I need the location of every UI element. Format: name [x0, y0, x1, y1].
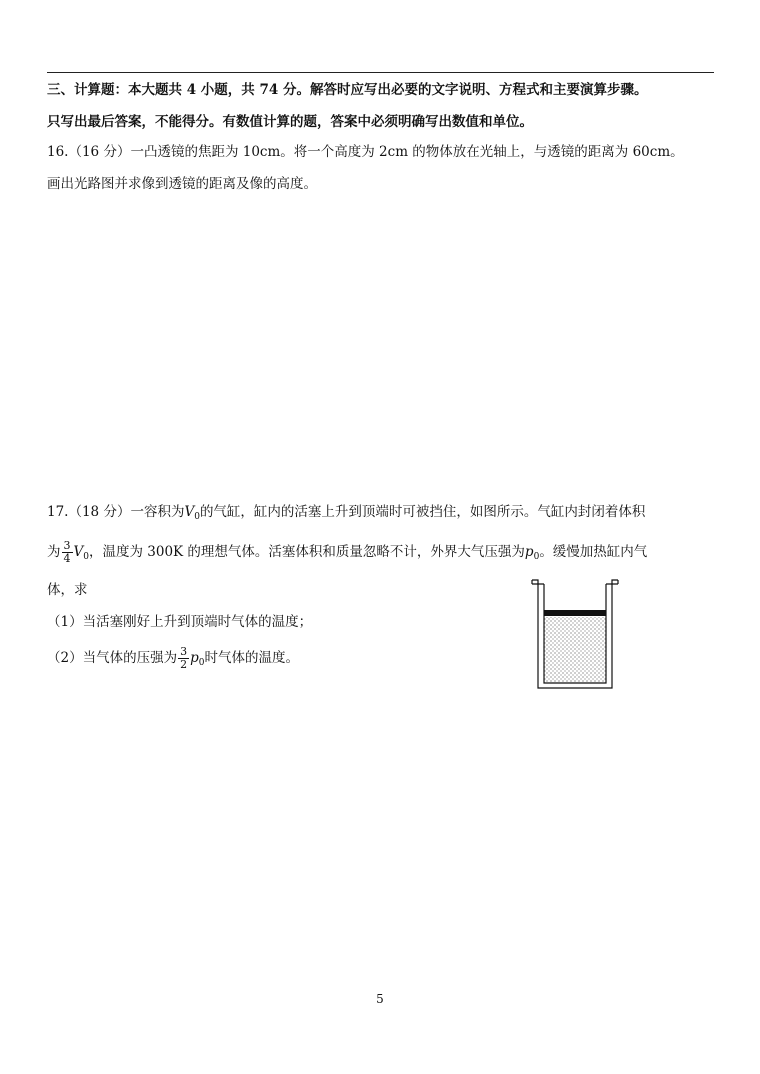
question-17-part-2: （2）当气体的压强为 $\frac{3}{2}$ $p_0$时气体的温度。: [47, 645, 299, 671]
page-number: 5: [376, 992, 384, 1006]
piston: [544, 610, 606, 616]
header-rule: [47, 72, 714, 73]
question-16-line-1: 16.（16 分）一凸透镜的焦距为 10cm。将一个高度为 2cm 的物体放在光轴上，与透镜的距离为 60cm。: [47, 144, 684, 160]
gas-cylinder-diagram: [530, 576, 620, 694]
section-heading-line-1: 三、计算题：本大题共 4 小题，共 74 分。解答时应写出必要的文字说明、方程式和主要演算步骤。: [47, 82, 648, 98]
fraction-three-quarters: $\frac{3}{4}$: [63, 539, 71, 565]
question-17-line-2: 为 $\frac{3}{4}$ $V_0$，温度为 300K 的理想气体。活塞体积和质量忽略不计，外界大气压强为$p_0$。缓慢加热缸内气: [47, 539, 648, 565]
question-17-line-1: 17.（18 分）一容积为$V_0$的气缸，缸内的活塞上升到顶端时可被挡住，如图所示。气缸内封闭着体积: [47, 504, 646, 522]
gas-region: [544, 617, 606, 683]
question-16-line-2: 画出光路图并求像到透镜的距离及像的高度。: [47, 176, 317, 192]
question-17-line-3: 体，求: [47, 582, 88, 598]
section-heading-line-2: 只写出最后答案，不能得分。有数值计算的题，答案中必须明确写出数值和单位。: [47, 114, 533, 130]
question-17-part-1: （1）当活塞刚好上升到顶端时气体的温度；: [47, 614, 313, 630]
fraction-three-halves: $\frac{3}{2}$: [180, 645, 188, 671]
